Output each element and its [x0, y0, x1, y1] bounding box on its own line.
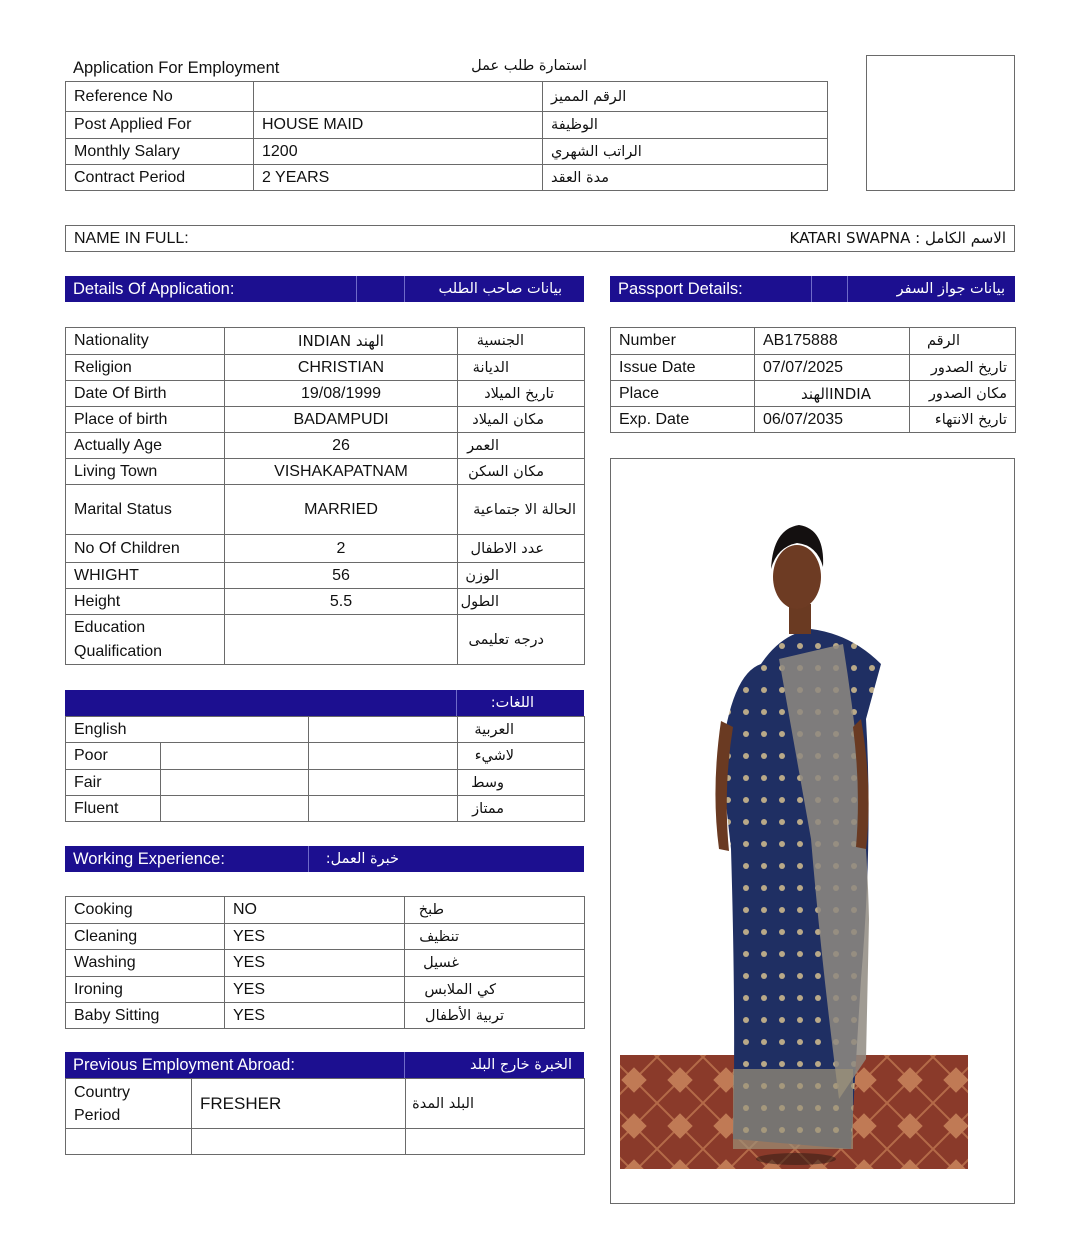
passport-header-spacer [812, 276, 848, 302]
language-poor-label: Poor [66, 743, 161, 770]
issue-date-value: 07/07/2025 [755, 355, 910, 381]
expiry-date-label: Exp. Date [611, 407, 755, 433]
language-fair-english [161, 770, 309, 796]
language-poor-english [161, 743, 309, 770]
language-fair-arabic: وسط [458, 770, 585, 796]
applicant-photo [611, 459, 1014, 1203]
previous-employment-heading-arabic: الخبرة خارج البلد [470, 1057, 572, 1073]
languages-heading-arabic: اللغات: [490, 695, 534, 711]
religion-label: Religion [66, 355, 225, 381]
table-row [66, 355, 585, 381]
form-title-arabic: استمارة طلب عمل [471, 58, 587, 74]
table-row [66, 485, 585, 535]
table-row [66, 433, 585, 459]
passport-number-label: Number [611, 328, 755, 355]
language-fluent-label: Fluent [66, 796, 161, 822]
passport-number-value: AB175888 [755, 328, 910, 355]
contract-label-arabic: مدة العقد [543, 165, 828, 191]
contract-value: 2 YEARS [254, 165, 543, 191]
passport-heading-arabic: بيانات جواز السفر [896, 281, 1005, 297]
expiry-date-arabic: تاريخ الانتهاء [910, 407, 1016, 433]
details-table [65, 327, 585, 665]
country-period-arabic: البلد المدة [406, 1079, 585, 1129]
marital-status-arabic: الحالة الا جتماعية [458, 485, 585, 535]
cleaning-label: Cleaning [66, 924, 225, 950]
baby-sitting-arabic: تربية الأطفال [405, 1003, 585, 1029]
issue-place-value: الهندINDIA [755, 381, 910, 407]
table-row [66, 165, 828, 191]
cleaning-value: YES [225, 924, 405, 950]
job-table [65, 81, 828, 191]
cooking-value: NO [225, 897, 405, 924]
washing-arabic: غسيل [405, 950, 585, 977]
baby-sitting-value: YES [225, 1003, 405, 1029]
living-town-arabic: مكان السكن [458, 459, 585, 485]
languages-header [65, 690, 584, 716]
table-row [66, 407, 585, 433]
experience-header [65, 846, 584, 872]
reference-value [254, 82, 543, 112]
ironing-value: YES [225, 977, 405, 1003]
washing-value: YES [225, 950, 405, 977]
marital-status-value: MARRIED [225, 485, 458, 535]
age-value: 26 [225, 433, 458, 459]
children-arabic: عدد الاطفال [458, 535, 585, 563]
table-row [66, 770, 585, 796]
dob-value: 19/08/1999 [225, 381, 458, 407]
cooking-arabic: طبخ [405, 897, 585, 924]
issue-place-arabic: مكان الصدور [910, 381, 1016, 407]
dob-label: Date Of Birth [66, 381, 225, 407]
full-name-label: NAME IN FULL: [74, 230, 189, 247]
issue-date-arabic: تاريخ الصدور [910, 355, 1016, 381]
language-arabic-label: العربية [458, 717, 585, 743]
religion-arabic: الديانة [458, 355, 585, 381]
weight-label: WHIGHT [66, 563, 225, 589]
cooking-label: Cooking [66, 897, 225, 924]
post-label-arabic: الوظيفة [543, 112, 828, 139]
religion-value: CHRISTIAN [225, 355, 458, 381]
table-row [66, 924, 585, 950]
marital-status-label: Marital Status [66, 485, 225, 535]
table-row [66, 1079, 585, 1129]
previous-employment-header [65, 1052, 584, 1078]
applicant-photo-frame [610, 458, 1015, 1204]
feet [756, 1153, 836, 1165]
language-english-label: English [66, 717, 309, 743]
language-fair-arabic-value [309, 770, 458, 796]
height-arabic: الطول [458, 589, 585, 615]
table-row [66, 950, 585, 977]
ironing-label: Ironing [66, 977, 225, 1003]
issue-date-label: Issue Date [611, 355, 755, 381]
weight-value: 56 [225, 563, 458, 589]
full-name-value: KATARI SWAPNA : الاسم الكامل [789, 229, 1006, 247]
passport-table [610, 327, 1016, 433]
table-row [66, 459, 585, 485]
dob-arabic: تاريخ الميلاد [458, 381, 585, 407]
table-row [611, 355, 1016, 381]
language-english-value [309, 717, 458, 743]
previous-empty-2 [192, 1129, 406, 1155]
issue-place-label: Place [611, 381, 755, 407]
table-row [66, 139, 828, 165]
weight-arabic: الوزن [458, 563, 585, 589]
table-row [66, 796, 585, 822]
table-row [611, 407, 1016, 433]
table-row [66, 563, 585, 589]
salary-value: 1200 [254, 139, 543, 165]
country-period-label: Country Period [66, 1079, 192, 1129]
living-town-value: VISHAKAPATNAM [225, 459, 458, 485]
age-label: Actually Age [66, 433, 225, 459]
experience-heading-arabic: خبرة العمل: [325, 851, 399, 867]
details-header-spacer [357, 276, 405, 302]
contract-label: Contract Period [66, 165, 254, 191]
post-value: HOUSE MAID [254, 112, 543, 139]
salary-label-arabic: الراتب الشهري [543, 139, 828, 165]
education-arabic: درجه تعليمى [458, 615, 585, 665]
reference-label-arabic: الرقم المميز [543, 82, 828, 112]
language-fluent-arabic: ممتاز [458, 796, 585, 822]
passport-header [610, 276, 1015, 302]
details-heading-arabic: بيانات صاحب الطلب [438, 281, 562, 297]
languages-header-spacer [65, 690, 457, 716]
head [773, 545, 821, 609]
table-row [66, 381, 585, 407]
languages-table [65, 716, 585, 822]
previous-empty-3 [406, 1129, 585, 1155]
language-poor-arabic-value [309, 743, 458, 770]
table-row [611, 381, 1016, 407]
table-row [611, 328, 1016, 355]
education-label: Education Qualification [66, 615, 225, 665]
table-row [66, 615, 585, 665]
details-header [65, 276, 584, 302]
expiry-date-value: 06/07/2035 [755, 407, 910, 433]
nationality-value: INDIAN الهند [225, 328, 458, 355]
living-town-label: Living Town [66, 459, 225, 485]
full-name-row [65, 225, 1015, 252]
country-period-value: FRESHER [192, 1079, 406, 1129]
age-arabic: العمر [458, 433, 585, 459]
birthplace-value: BADAMPUDI [225, 407, 458, 433]
id-photo-box [866, 55, 1015, 191]
table-row [66, 743, 585, 770]
children-label: No Of Children [66, 535, 225, 563]
table-row [66, 717, 585, 743]
birthplace-arabic: مكان الميلاد [458, 407, 585, 433]
previous-employment-table [65, 1078, 585, 1155]
passport-number-arabic: الرقم [910, 328, 1016, 355]
nationality-arabic: الجنسية [458, 328, 585, 355]
passport-heading: Passport Details: [610, 276, 812, 302]
education-value [225, 615, 458, 665]
table-row [66, 82, 828, 112]
language-poor-arabic: لاشيء [458, 743, 585, 770]
reference-label: Reference No [66, 82, 254, 112]
height-value: 5.5 [225, 589, 458, 615]
ironing-arabic: كي الملابس [405, 977, 585, 1003]
height-label: Height [66, 589, 225, 615]
cleaning-arabic: تنظيف [405, 924, 585, 950]
table-row [66, 112, 828, 139]
language-fair-label: Fair [66, 770, 161, 796]
saree-border [733, 1069, 853, 1149]
experience-table [65, 896, 585, 1029]
previous-empty-1 [66, 1129, 192, 1155]
language-fluent-arabic-value [309, 796, 458, 822]
washing-label: Washing [66, 950, 225, 977]
table-row [66, 535, 585, 563]
salary-label: Monthly Salary [66, 139, 254, 165]
post-label: Post Applied For [66, 112, 254, 139]
table-row [66, 977, 585, 1003]
table-row [66, 1129, 585, 1155]
language-fluent-english [161, 796, 309, 822]
children-value: 2 [225, 535, 458, 563]
details-heading: Details Of Application: [65, 276, 357, 302]
table-row [66, 589, 585, 615]
nationality-label: Nationality [66, 328, 225, 355]
table-row [66, 1003, 585, 1029]
form-title: Application For Employment [73, 59, 280, 77]
table-row [66, 897, 585, 924]
baby-sitting-label: Baby Sitting [66, 1003, 225, 1029]
table-row [66, 328, 585, 355]
previous-employment-heading: Previous Employment Abroad: [65, 1052, 405, 1078]
birthplace-label: Place of birth [66, 407, 225, 433]
experience-heading: Working Experience: [65, 846, 309, 872]
